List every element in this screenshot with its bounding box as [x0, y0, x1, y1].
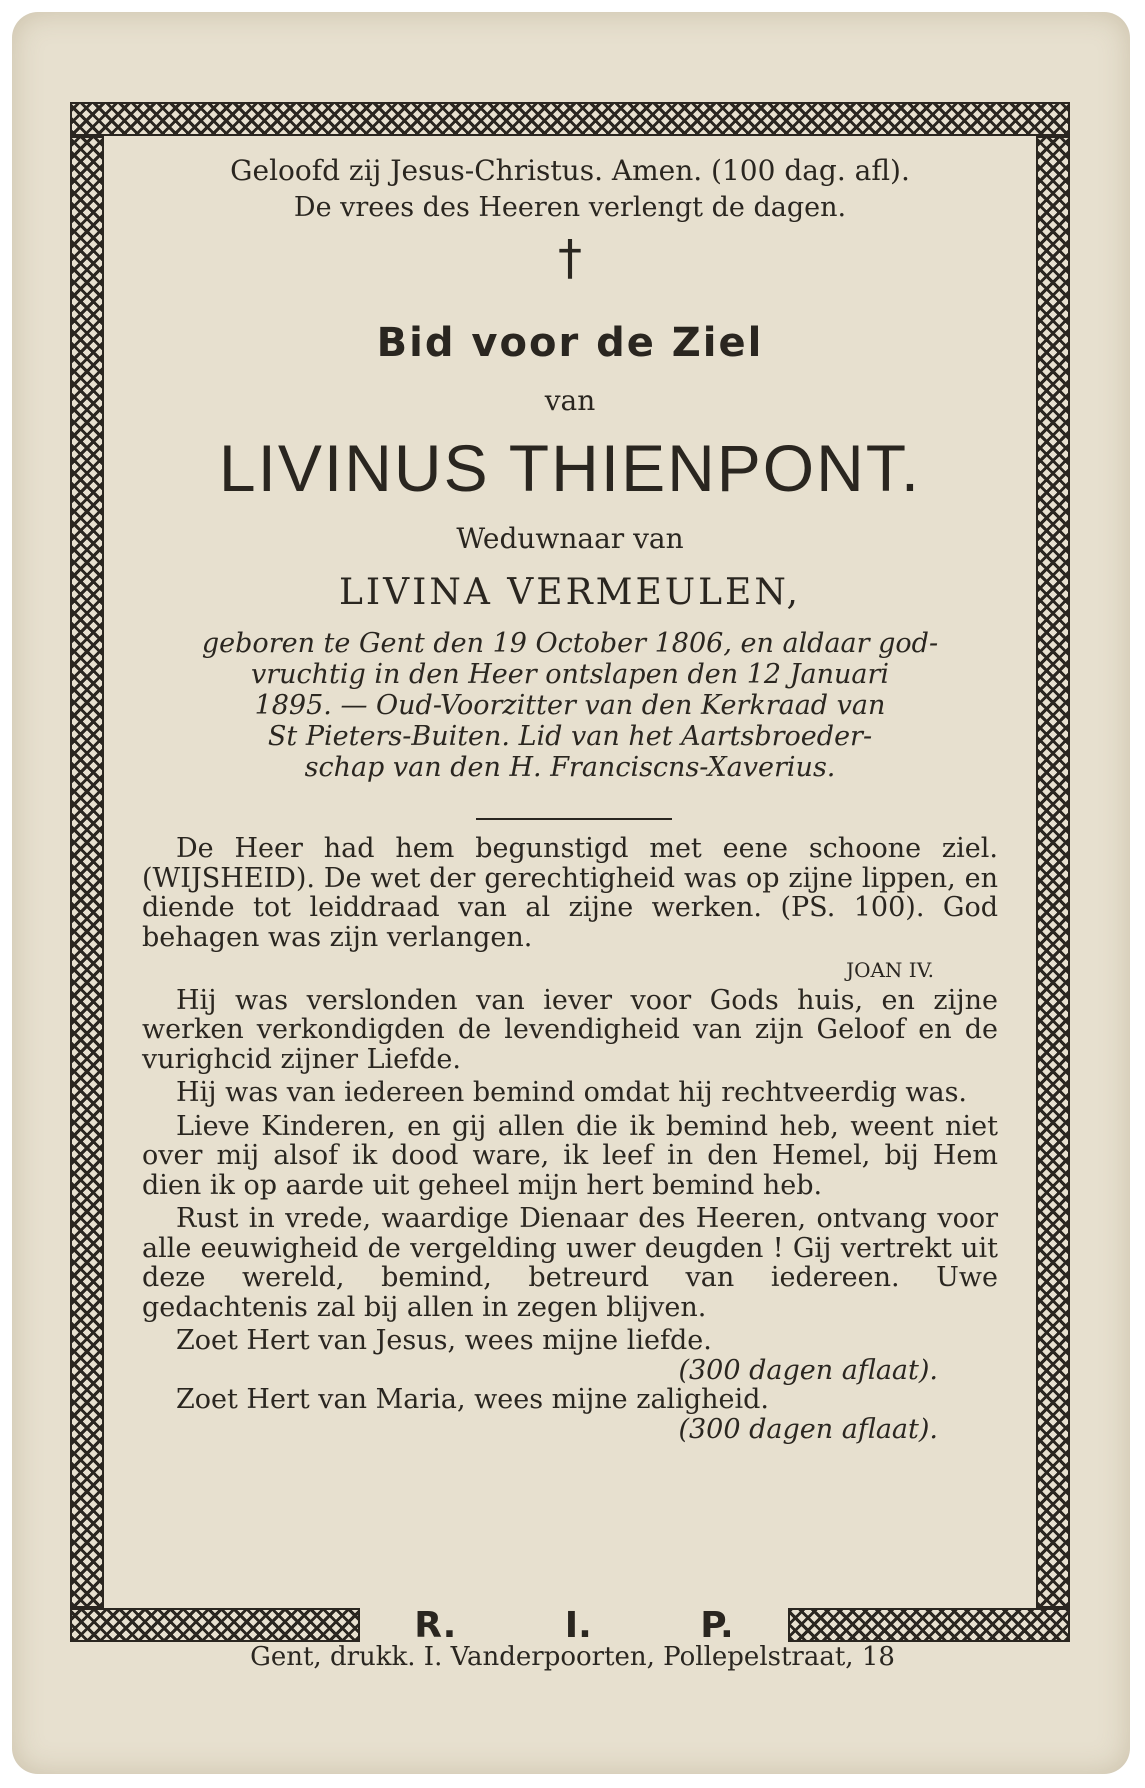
- bio-line: St Pieters-Buiten. Lid van het Aartsbroeder-: [267, 721, 873, 752]
- widower-label: Weduwnaar van: [456, 522, 684, 555]
- paragraph: De Heer had hem begunstigd met eene schoone ziel. (WIJSHEID). De wet der gerechtigheid was op zijne lippen, en diende tot leiddraad van al zijne werken. (PS. 100). God behagen was zijn verlangen.: [142, 833, 998, 953]
- paragraph: Rust in vrede, waardige Dienaar des Heeren, ontvang voor alle eeuwigheid de vergelding uwer deugden ! Gij vertrekt uit deze wereld, bemind, betreurd van iedereen. Uwe gedachtenis zal bij allen in zegen blijven.: [142, 1203, 998, 1323]
- memorial-card: [12, 12, 1130, 1774]
- cross-icon: †: [558, 230, 582, 286]
- memorial-text: [142, 834, 998, 1444]
- rip-r: R.: [414, 1604, 457, 1646]
- deceased-name: LIVINUS THIENPONT.: [218, 431, 922, 505]
- rip-p: P.: [700, 1604, 734, 1646]
- paragraph: Lieve Kinderen, en gij allen die ik bemind heb, weent niet over mij alsof ik dood ware, ik leef in den Hemel, bij Hem dien ik op aarde uit geheel mijn hert bemind heb.: [142, 1110, 998, 1201]
- border-bottom-right: [788, 1608, 1070, 1642]
- indulgence-ref: (300 dagen aflaat).: [678, 1413, 938, 1445]
- bio-line: vruchtig in den Heer ontslapen den 12 Januari: [250, 659, 890, 690]
- divider: [476, 818, 672, 820]
- border-bottom-left: [70, 1608, 360, 1642]
- prayer-maria: Zoet Hert van Maria, wees mijne zaligheid.: [176, 1384, 769, 1415]
- printer-imprint: Gent, drukk. I. Vanderpoorten, Pollepelstraat, 18: [250, 1642, 895, 1672]
- paragraph: Hij was verslonden van iever voor Gods huis, en zijne werken verkondigden de levendigheid van zijn Geloof en de vurighcid zijner Liefde.: [142, 984, 998, 1075]
- bio-line: geboren te Gent den 19 October 1806, en aldaar god-: [201, 628, 939, 659]
- prayer-jesus: Zoet Hert van Jesus, wees mijne liefde.: [176, 1325, 712, 1356]
- rip-line: [360, 1604, 788, 1646]
- paragraph: Hij was van iedereen bemind omdat hij rechtveerdig was.: [176, 1077, 968, 1108]
- bio-line: 1895. — Oud-Voorzitter van den Kerkraad van: [254, 690, 886, 721]
- scripture-ref: JOAN IV.: [846, 958, 934, 982]
- rip-i: I.: [564, 1604, 592, 1646]
- border-top: [70, 102, 1070, 136]
- border-left: [70, 136, 104, 1608]
- indulgence-ref: (300 dagen aflaat).: [678, 1354, 938, 1386]
- spouse-name: LIVINA VERMEULEN,: [339, 572, 801, 613]
- header-line-1: Geloofd zij Jesus-Christus. Amen. (100 dag. afl).: [230, 154, 910, 187]
- van-label: van: [544, 384, 596, 417]
- bio-line: schap van den H. Franciscns-Xaverius.: [304, 752, 836, 783]
- border-right: [1036, 136, 1070, 1608]
- pray-heading: Bid voor de Ziel: [376, 320, 764, 366]
- header-line-2: De vrees des Heeren verlengt de dagen.: [293, 192, 847, 223]
- biography: [142, 628, 998, 783]
- ornamental-frame: [70, 102, 1070, 1646]
